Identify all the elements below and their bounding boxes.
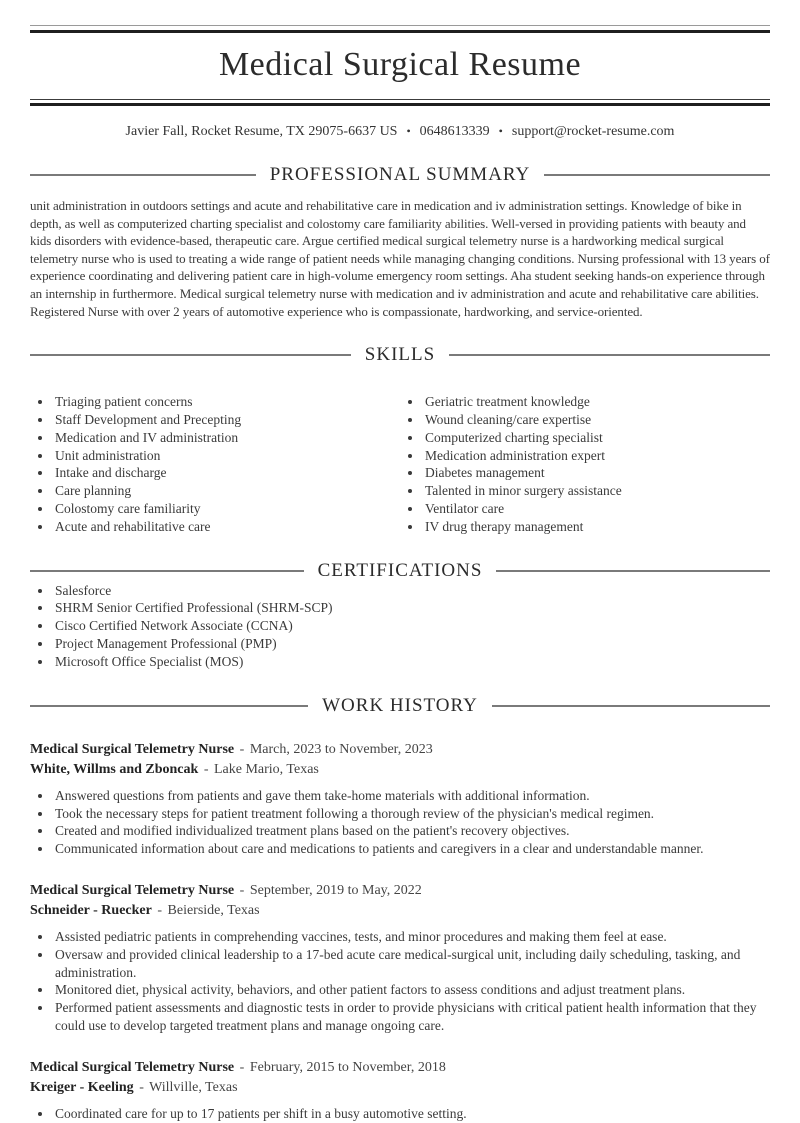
section-heading-text: SKILLS xyxy=(364,344,436,366)
skills-column-left xyxy=(30,393,400,536)
dash-separator: - xyxy=(157,902,163,918)
job-title: Medical Surgical Telemetry Nurse xyxy=(30,1059,235,1075)
job-bullet: • Took the necessary steps for patient treatment following a thorough review of the physician's medical regimen. xyxy=(53,805,770,823)
summary-paragraph: unit administration in outdoors settings and acute and rehabilitative care in medication and iv administration settings. Knowledge of bike in depth, as well as computerized charting specialist and colostomy care familiarity abilities. Well-versed in providing patients with beauty and kids disorders with evidence-based, therapeutic care. Argue certified medical surgical telemetry nurse is a hardworking medical surgical telemetry nurse who is used to treating a wide range of patient needs while managing changing conditions. Nursing professional with 13 years of experience coordinating and delivering patient care in high-volume emergency room settings. Aha student seeking hands-on experience through an internship in furthermore. Medical surgical telemetry nurse with medication and iv administration and acute and rehabilitative care abilities. Registered Nurse with over 2 years of automotive experience who is compassionate, hardworking, and service-oriented. xyxy=(30,198,770,319)
title-double-rule xyxy=(30,99,770,106)
job-title: Medical Surgical Telemetry Nurse xyxy=(30,741,235,757)
dash-separator: - xyxy=(239,741,245,757)
bullet-separator: • xyxy=(406,124,411,138)
job-company: Kreiger - Keeling xyxy=(30,1079,134,1095)
job-bullet: • Performed patient assessments and diagnostic tests in order to provide physicians with critical patient health information that they could use to develop targeted treatment plans and manage ongoing care. xyxy=(53,999,770,1035)
decorative-line xyxy=(30,570,304,572)
job-bullet: • Communicated information about care and medications to patients and caregivers in a clear and understandable manner. xyxy=(53,840,770,858)
job-title: Medical Surgical Telemetry Nurse xyxy=(30,882,235,898)
skill-item: • Medication and IV administration xyxy=(53,429,400,447)
skill-item: • Ventilator care xyxy=(423,500,770,518)
job-location: Willville, Texas xyxy=(149,1079,238,1095)
certification-item: • SHRM Senior Certified Professional (SHRM-SCP) xyxy=(53,599,770,617)
skills-column-right xyxy=(400,393,770,536)
job-company: White, Willms and Zboncak xyxy=(30,761,199,777)
job-dates: February, 2015 to November, 2018 xyxy=(249,1059,446,1075)
job-location: Lake Mario, Texas xyxy=(213,761,319,777)
contact-email: support@rocket-resume.com xyxy=(511,124,675,139)
certification-item: • Project Management Professional (PMP) xyxy=(53,635,770,653)
top-double-rule xyxy=(30,25,770,33)
dash-separator: - xyxy=(203,761,209,777)
decorative-line xyxy=(30,174,256,176)
skill-item: • Computerized charting specialist xyxy=(423,429,770,447)
skill-item: • Unit administration xyxy=(53,447,400,465)
certification-item: • Cisco Certified Network Associate (CCNA) xyxy=(53,617,770,635)
dash-separator: - xyxy=(239,1059,245,1075)
section-heading-text: WORK HISTORY xyxy=(322,694,478,716)
decorative-line xyxy=(492,705,770,707)
contact-address: Javier Fall, Rocket Resume, TX 29075-6637 US xyxy=(125,124,398,139)
skills-columns xyxy=(30,393,770,536)
decorative-line xyxy=(30,705,308,707)
job-title-line xyxy=(30,881,770,901)
rule-thin xyxy=(30,25,770,26)
job-location: Beierside, Texas xyxy=(167,902,260,918)
dash-separator: - xyxy=(239,882,245,898)
job-bullet: • Monitored diet, physical activity, behaviors, and other patient factors to assess conditions and adjust treatment plans. xyxy=(53,981,770,999)
skill-item: • Medication administration expert xyxy=(423,447,770,465)
decorative-line xyxy=(30,354,351,356)
job-bullet: • Assisted pediatric patients in comprehending vaccines, tests, and minor procedures and making them feel at ease. xyxy=(53,928,770,946)
job-company-line xyxy=(30,1078,770,1098)
section-heading-certifications xyxy=(30,560,770,582)
job-bullet-list xyxy=(30,1105,770,1123)
section-heading-text: PROFESSIONAL SUMMARY xyxy=(269,164,531,185)
rule-thick xyxy=(30,30,770,33)
contact-line xyxy=(30,124,770,140)
skill-item: • Talented in minor surgery assistance xyxy=(423,482,770,500)
skill-item: • Acute and rehabilitative care xyxy=(53,518,400,536)
skill-item: • Colostomy care familiarity xyxy=(53,500,400,518)
job-dates: March, 2023 to November, 2023 xyxy=(249,741,433,757)
dash-separator: - xyxy=(139,1079,144,1095)
section-heading-work-history xyxy=(30,695,770,717)
section-heading-skills xyxy=(30,344,770,366)
certifications-list xyxy=(30,582,770,671)
rule-thin xyxy=(30,99,770,100)
skill-item: • Triaging patient concerns xyxy=(53,393,400,411)
decorative-line xyxy=(496,570,770,572)
job-entry xyxy=(30,740,770,858)
skill-item: • Staff Development and Precepting xyxy=(53,411,400,429)
page-title: Medical Surgical Resume xyxy=(218,46,582,83)
job-company-line xyxy=(30,901,770,921)
certification-item: • Microsoft Office Specialist (MOS) xyxy=(53,653,770,671)
job-bullet: • Created and modified individualized treatment plans based on the patient's recovery objectives. xyxy=(53,822,770,840)
decorative-line xyxy=(449,354,770,356)
job-company: Schneider - Ruecker xyxy=(30,902,152,918)
job-title-line xyxy=(30,740,770,760)
job-dates: September, 2019 to May, 2022 xyxy=(249,882,422,898)
rule-thick xyxy=(30,103,770,106)
job-title-line xyxy=(30,1058,770,1078)
job-bullet: • Oversaw and provided clinical leadership to a 17-bed acute care medical-surgical unit, including daily scheduling, tasking, and administration. xyxy=(53,946,770,982)
skill-item: • Care planning xyxy=(53,482,400,500)
job-company-line xyxy=(30,760,770,780)
decorative-line xyxy=(544,174,770,176)
section-heading-professional-summary xyxy=(30,164,770,186)
job-entry xyxy=(30,1058,770,1123)
skill-item: • Diabetes management xyxy=(423,464,770,482)
skill-item: • Intake and discharge xyxy=(53,464,400,482)
resume-page xyxy=(0,25,800,1123)
job-bullet: • Answered questions from patients and gave them take-home materials with additional information. xyxy=(53,787,770,805)
job-bullet-list xyxy=(30,787,770,858)
job-bullet: • Coordinated care for up to 17 patients per shift in a busy automotive setting. xyxy=(53,1105,770,1123)
certification-item: • Salesforce xyxy=(53,582,770,600)
job-bullet-list xyxy=(30,928,770,1035)
skill-item: • IV drug therapy management xyxy=(423,518,770,536)
bullet-separator: • xyxy=(498,124,503,138)
contact-phone: 0648613339 xyxy=(419,124,490,139)
skill-item: • Wound cleaning/care expertise xyxy=(423,411,770,429)
skill-item: • Geriatric treatment knowledge xyxy=(423,393,770,411)
job-entry xyxy=(30,881,770,1035)
section-heading-text: CERTIFICATIONS xyxy=(317,559,483,581)
